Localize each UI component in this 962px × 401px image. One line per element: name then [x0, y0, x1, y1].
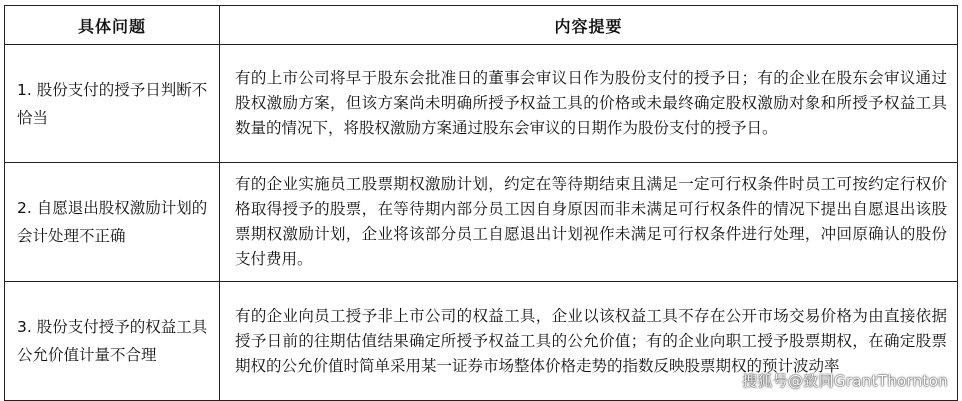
header-issue: 具体问题: [5, 6, 220, 45]
watermark: 搜狐号@致同GrantThornton: [742, 372, 948, 390]
issues-table: [4, 5, 958, 401]
header-row: [5, 6, 958, 45]
table-row: [5, 45, 958, 163]
issue-cell: 2. 自愿退出股权激励计划的会计处理不正确: [5, 163, 220, 282]
issue-cell: 1. 股份支付的授予日判断不恰当: [5, 45, 220, 163]
summary-cell: 有的企业实施员工股票期权激励计划，约定在等待期结束且满足一定可行权条件时员工可按约定行权价格取得授予的股票，在等待期内部分员工因自身原因而非未满足可行权条件的情况下提出自愿退出该股票期权激励计划，企业将该部分员工自愿退出计划视作未满足可行权条件进行处理，冲回原确认的股份支付费用。: [220, 163, 958, 282]
header-summary: 内容提要: [220, 6, 958, 45]
issue-cell: 3. 股份支付授予的权益工具公允价值计量不合理: [5, 282, 220, 401]
table-row: [5, 163, 958, 282]
summary-cell: 有的企业向员工授予非上市公司的权益工具，企业以该权益工具不存在公开市场交易价格为由直接依据授予日前的往期估值结果确定所授予权益工具的公允价值；有的企业向职工授予股票期权，在确定股票期权的公允价值时简单采用某一证券市场整体价格走势的指数反映股票期权的预计波动率: [220, 282, 958, 401]
summary-cell: 有的上市公司将早于股东会批准日的董事会审议日作为股份支付的授予日；有的企业在股东会审议通过股权激励方案，但该方案尚未明确所授予权益工具的价格或未最终确定股权激励对象和所授予权益工具数量的情况下，将股权激励方案通过股东会审议的日期作为股份支付的授予日。: [220, 45, 958, 163]
